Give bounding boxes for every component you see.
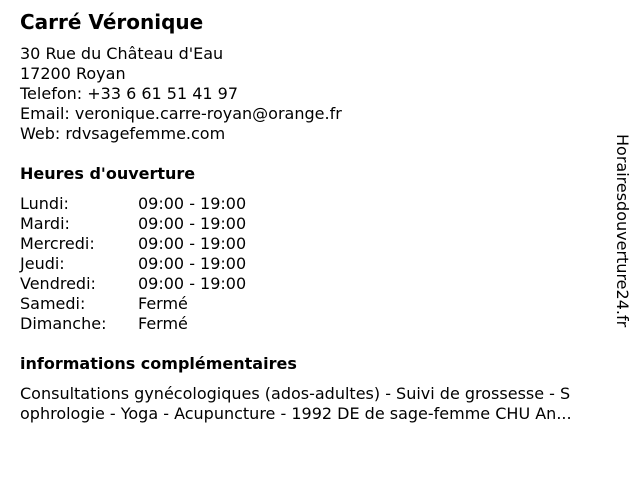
- phone-number: Telefon: +33 6 61 51 41 97: [20, 84, 239, 103]
- hours-time: Fermé: [138, 314, 188, 333]
- hours-day: Dimanche:: [20, 314, 107, 333]
- contact-block: [20, 44, 342, 144]
- additional-info-line: Consultations gynécologiques (ados-adultes) - Suivi de grossesse - S: [20, 384, 571, 403]
- hours-day: Mercredi:: [20, 234, 95, 253]
- hours-row-wednesday: [20, 234, 246, 254]
- hours-day: Lundi:: [20, 194, 69, 213]
- opening-hours-heading: Heures d'ouverture: [20, 164, 196, 183]
- hours-row-thursday: [20, 254, 246, 274]
- hours-row-monday: [20, 194, 246, 214]
- hours-time: 09:00 - 19:00: [138, 274, 247, 293]
- address-city: 17200 Royan: [20, 64, 126, 83]
- business-name: Carré Véronique: [20, 10, 204, 34]
- additional-info-line: ophrologie - Yoga - Acupuncture - 1992 DE de sage-femme CHU An...: [20, 404, 572, 423]
- email-address: Email: veronique.carre-royan@orange.fr: [20, 104, 342, 123]
- hours-row-friday: [20, 274, 246, 294]
- address-street: 30 Rue du Château d'Eau: [20, 44, 224, 63]
- hours-row-saturday: [20, 294, 246, 314]
- hours-row-tuesday: [20, 214, 246, 234]
- opening-hours-table: [20, 194, 246, 334]
- hours-time: Fermé: [138, 294, 188, 313]
- additional-info-text: [20, 384, 632, 424]
- website: Web: rdvsagefemme.com: [20, 124, 226, 143]
- additional-info-heading: informations complémentaires: [20, 354, 297, 373]
- hours-time: 09:00 - 19:00: [138, 234, 247, 253]
- hours-day: Vendredi:: [20, 274, 96, 293]
- hours-row-sunday: [20, 314, 246, 334]
- hours-day: Jeudi:: [20, 254, 65, 273]
- hours-day: Samedi:: [20, 294, 86, 313]
- hours-time: 09:00 - 19:00: [138, 194, 247, 213]
- hours-time: 09:00 - 19:00: [138, 214, 247, 233]
- hours-time: 09:00 - 19:00: [138, 254, 247, 273]
- site-watermark: Horairesdouverture24.fr: [613, 134, 632, 328]
- hours-day: Mardi:: [20, 214, 70, 233]
